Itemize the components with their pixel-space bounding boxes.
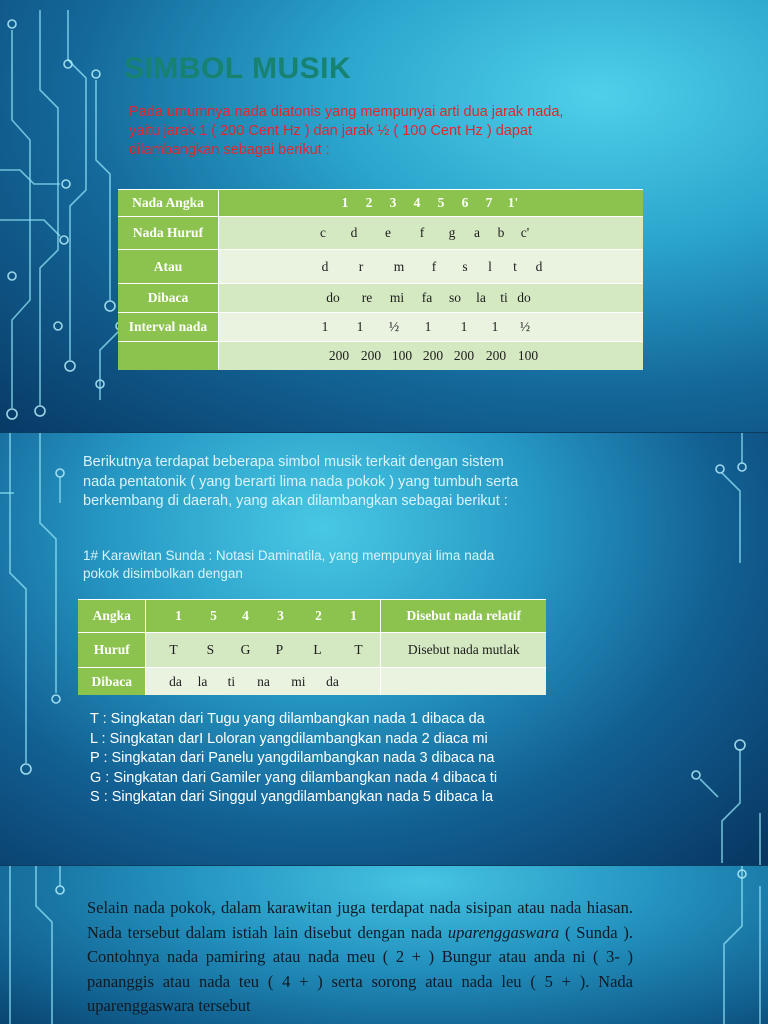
table-cell: 3 bbox=[277, 608, 284, 623]
table-cell: 100 bbox=[391, 348, 413, 363]
table-cell: 7 bbox=[485, 195, 493, 210]
table-cell: do bbox=[326, 290, 340, 305]
row-label: Angka bbox=[78, 600, 146, 633]
slide-2 bbox=[0, 433, 768, 865]
table-cell: do bbox=[517, 290, 531, 305]
table-row bbox=[118, 284, 643, 313]
table-cell: P bbox=[275, 642, 284, 657]
table-cell: 6 bbox=[461, 195, 469, 210]
table-cell: g bbox=[448, 225, 456, 240]
table-cell: ti bbox=[500, 290, 508, 305]
table-cell: 1 bbox=[491, 319, 499, 334]
table-cell: b bbox=[497, 225, 505, 240]
table-cell: f bbox=[431, 258, 437, 274]
table-cell: fa bbox=[421, 290, 433, 305]
table-cell: 200 bbox=[453, 348, 475, 363]
table-cell: f bbox=[419, 225, 425, 240]
paragraph-text: ( Sunda ). Contohnya nada pamiring atau nada meu ( 2 + ) Bungur atau anda ni ( 3- ) pananggis atau nada teu ( 4 + ) serta sorong atau nada leu ( 5 + ). Nada uparenggaswara tersebut bbox=[87, 922, 633, 1015]
table-cell: 1 bbox=[460, 319, 468, 334]
table-cell: 1 bbox=[356, 319, 364, 334]
table-row bbox=[118, 342, 643, 371]
table-cell: d bbox=[350, 225, 358, 240]
table-cell: S bbox=[206, 642, 215, 657]
table-cell: 4 bbox=[413, 195, 421, 210]
table-cell: l bbox=[488, 258, 492, 274]
row-label: Atau bbox=[118, 250, 219, 284]
list-item: P : Singkatan dari Panelu yangdilambangkan nada 3 dibaca na bbox=[90, 750, 495, 766]
table-cell: 2 bbox=[365, 195, 373, 210]
table-cell: re bbox=[361, 290, 373, 305]
table-cell: mi bbox=[389, 290, 405, 305]
table-cell: 1 bbox=[341, 195, 349, 210]
abbreviation-list bbox=[90, 710, 497, 808]
slide-3 bbox=[0, 866, 768, 1024]
list-item: S : Singkatan dari Singgul yangdilambangkan nada 5 dibaca la bbox=[90, 789, 494, 805]
row-label: Interval nada bbox=[118, 313, 219, 342]
table-cell: e bbox=[385, 225, 391, 240]
italic-term: uparenggaswara bbox=[447, 922, 560, 942]
list-item: T : Singkatan dari Tugu yang dilambangkan nada 1 dibaca da bbox=[90, 711, 485, 727]
uparenggaswara-paragraph bbox=[87, 896, 633, 1019]
table-cell: L bbox=[313, 642, 322, 657]
table-cell: 1 bbox=[424, 319, 432, 334]
diatonic-table bbox=[118, 189, 643, 370]
table-row bbox=[118, 190, 643, 217]
pentatonic-paragraph: Berikutnya terdapat beberapa simbol musik terkait dengan sistem nada pentatonik ( yang berarti lima nada pokok ) yang tumbuh serta berkembang di daerah, yang akan dilambangkan sebagai berikut : bbox=[83, 454, 519, 509]
table-cell: 200 bbox=[360, 348, 382, 363]
table-row bbox=[78, 600, 546, 633]
table-cell: ½ bbox=[388, 319, 400, 334]
table-row bbox=[118, 217, 643, 250]
table-cell: ½ bbox=[519, 319, 531, 334]
row-label: Dibaca bbox=[118, 284, 219, 313]
table-cell: t bbox=[513, 258, 517, 274]
row-label: Huruf bbox=[78, 633, 146, 668]
table-row bbox=[118, 313, 643, 342]
table-cell: mi bbox=[291, 673, 306, 689]
slide-1 bbox=[0, 0, 768, 432]
table-cell: so bbox=[448, 290, 461, 305]
table-cell: c bbox=[320, 225, 326, 240]
list-item: G : Singkatan dari Gamiler yang dilambangkan nada 4 dibaca ti bbox=[90, 769, 498, 786]
sunda-subheading: 1# Karawitan Sunda : Notasi Daminatila, yang mempunyai lima nada pokok disimbolkan dengan bbox=[83, 548, 495, 581]
table-note: Disebut nada mutlak bbox=[381, 633, 546, 668]
intro-paragraph: Pada umumnya nada diatonis yang mempunyai arti dua jarak nada, yaitu jarak 1 ( 200 Cent Hz ) dan jarak ½ ( 100 Cent Hz ) dapat dilambangkan sebagai berikut : bbox=[129, 104, 564, 158]
row-label bbox=[118, 342, 219, 371]
list-item: L : Singkatan darI Loloran yangdilambangkan nada 2 diaca mi bbox=[90, 730, 488, 747]
slide-title: SIMBOL MUSIK bbox=[124, 52, 352, 85]
table-cell: 4 bbox=[242, 608, 249, 623]
table-cell: s bbox=[462, 258, 468, 274]
table-cell: 200 bbox=[422, 348, 444, 363]
table-cell: 200 bbox=[485, 348, 507, 363]
table-cell: 200 bbox=[328, 348, 350, 363]
table-cell: T bbox=[354, 642, 363, 657]
table-cell: d bbox=[535, 258, 543, 274]
paragraph-text: Selain nada pokok, dalam karawitan juga terdapat nada sisipan atau nada hiasan. Nada tersebut dalam istiah lain disebut dengan nada bbox=[87, 898, 633, 942]
table-cell: 1 bbox=[175, 608, 182, 623]
table-cell: 2 bbox=[315, 608, 322, 623]
table-cell: 100 bbox=[517, 348, 539, 363]
row-label: Dibaca bbox=[78, 668, 146, 696]
table-cell: da bbox=[169, 673, 182, 689]
table-cell: da bbox=[326, 673, 339, 689]
table-cell: la bbox=[476, 290, 486, 305]
table-row bbox=[78, 633, 546, 668]
row-label: Nada Huruf bbox=[118, 217, 219, 250]
table-cell: 5 bbox=[437, 195, 445, 210]
table-cell: d bbox=[321, 258, 329, 274]
table-cell: 3 bbox=[389, 195, 397, 210]
table-cell: m bbox=[393, 258, 405, 274]
table-row bbox=[78, 668, 546, 696]
table-cell: 1' bbox=[507, 195, 519, 210]
sunda-notation-table bbox=[78, 599, 546, 695]
table-cell: G bbox=[240, 642, 251, 657]
table-cell: 5 bbox=[210, 608, 217, 623]
table-cell: la bbox=[197, 673, 208, 689]
table-cell: 1 bbox=[350, 608, 357, 623]
table-cell: r bbox=[358, 258, 364, 274]
table-cell: 1 bbox=[321, 319, 329, 334]
table-cell: ti bbox=[227, 673, 236, 689]
table-note: Disebut nada relatif bbox=[381, 600, 546, 633]
table-note bbox=[381, 668, 546, 696]
table-cell: T bbox=[169, 642, 178, 657]
table-cell: a bbox=[474, 225, 480, 240]
table-cell: c' bbox=[520, 225, 530, 240]
table-row bbox=[118, 250, 643, 284]
table-cell: na bbox=[257, 673, 270, 689]
row-label: Nada Angka bbox=[118, 190, 219, 217]
